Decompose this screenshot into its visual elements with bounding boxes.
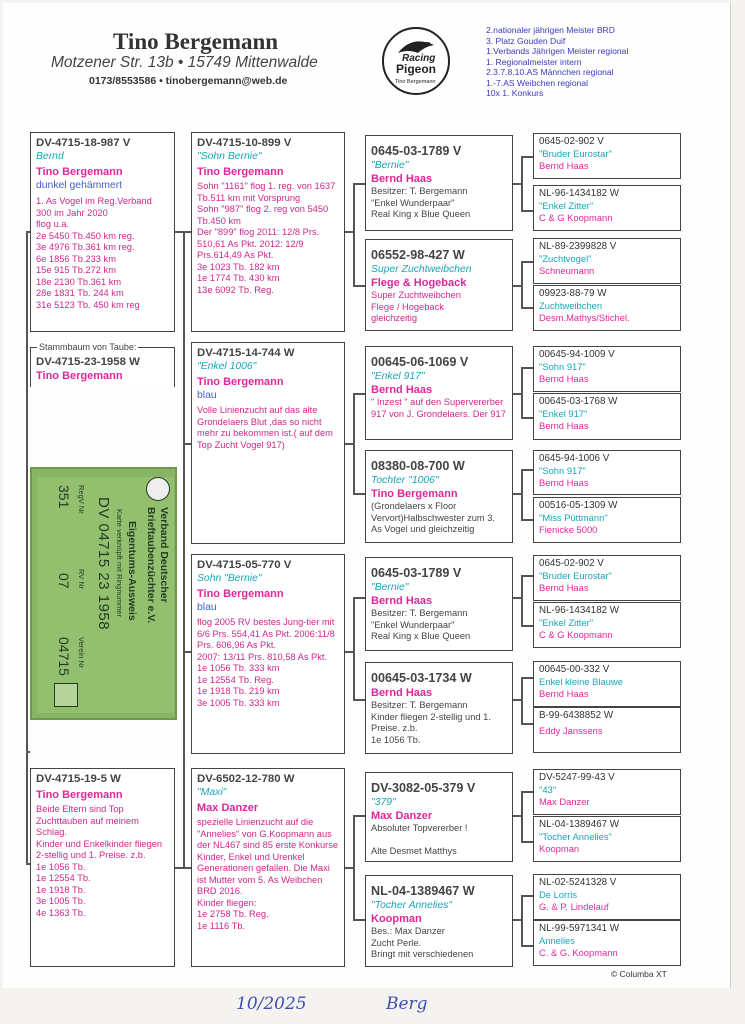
connector-line [513, 597, 521, 599]
card-rv-value: 07 [56, 573, 72, 589]
ring-number: NL-96-1434182 W [539, 188, 620, 199]
connector-line [353, 597, 365, 599]
subject-pigeon-card [30, 132, 175, 332]
mother-dam-card [365, 450, 513, 543]
card-title: Eigentums-Ausweis [126, 521, 138, 621]
connector-line [183, 231, 185, 867]
ring-number: 00645-00-332 V [539, 664, 610, 675]
owner-name: Bernd Haas [539, 582, 589, 593]
pigeon-name: "Bruder Eurostar" [539, 570, 612, 581]
connector-line [353, 815, 365, 817]
ring-number: DV-4715-14-744 W [197, 347, 295, 359]
mother-sire-dam-card [533, 393, 681, 440]
pigeon-name: Bernd [36, 151, 64, 162]
achievements-list [486, 25, 628, 99]
ring-number: DV-4715-10-899 V [197, 137, 292, 149]
ring-number: 0645-03-1789 V [371, 144, 462, 158]
father-card [191, 132, 345, 332]
logo-line-1: Racing [402, 53, 436, 64]
connector-line [521, 156, 523, 210]
logo-line-2: Pigeon [396, 62, 437, 76]
owner-name: Koopman [371, 913, 422, 925]
pigeon-name: "Enkel Zitter" [539, 200, 594, 211]
connector-line [513, 815, 521, 817]
connector-line [521, 677, 533, 679]
pigeon-description: Volle Linienzucht auf das alte Grondelaers Blut ,das so nicht mehr zu bekommen ist.( auf dem Top Zucht Vogel 917) [197, 405, 333, 450]
pigeon-name: Annelies [539, 935, 575, 946]
pigeon-name: "Sohn Bernie" [197, 151, 262, 162]
ring-number: 0645-03-1789 V [371, 566, 462, 580]
owner-name: Max Danzer [197, 802, 259, 814]
father-dam-dam-card [533, 285, 681, 331]
stammbaum-owner: Tino Bergemann [36, 370, 123, 382]
pigeon-name: "Bernie" [371, 160, 409, 171]
pigeon-description: flog 2005 RV bestes Jung-tier mit 6/6 Prs. 554,41 As Pkt. 2006:11/8 Prs. 606,96 As Pkt. 2007: 13/11 Prs. 810,58 As Pkt. 1e 1056 Tb. 333 km 1e 12554 Tb. Reg. 1e 1918 Tb. 219 km 3e 1005 Tb. 333 km [197, 617, 335, 708]
connector-line [521, 791, 533, 793]
connector-line [521, 307, 533, 309]
card-verein-value: 04715 [56, 637, 72, 676]
owner-name: Tino Bergemann [197, 166, 284, 178]
connector-line [521, 367, 533, 369]
mother-card [191, 342, 345, 544]
ring-number: NL-89-2399828 V [539, 241, 617, 252]
ring-number: NL-02-5241328 V [539, 877, 617, 888]
owner-name: Desm.Mathys/Stichel. [539, 312, 630, 323]
connector-line [513, 393, 521, 395]
pigeon-description: Besitzer: T. Bergemann Kinder fliegen 2-stellig und 1. Preise. z.b. 1e 1056 Tb. [371, 700, 491, 745]
owner-name: C & G Koopmann [539, 629, 613, 640]
pigeon-name: "Enkel Zitter" [539, 617, 594, 628]
connector-line [353, 183, 365, 185]
connector-line [521, 367, 523, 417]
connector-line [521, 261, 523, 307]
owner-name: Bernd Haas [539, 420, 589, 431]
ring-number: DV-4715-05-770 V [197, 559, 292, 571]
connector-line [521, 625, 533, 627]
dam-line-sire-card [365, 557, 513, 651]
connector-line [513, 699, 521, 701]
ring-number: 0645-02-902 V [539, 136, 604, 147]
connector-line [26, 231, 28, 863]
ring-number: 00516-05-1309 W [539, 500, 618, 511]
connector-line [521, 575, 523, 625]
ring-number: NL-04-1389467 W [371, 884, 475, 898]
card-regv-value: 351 [56, 485, 72, 509]
connector-line [521, 156, 533, 158]
father-dam-card [365, 239, 513, 331]
connector-line [353, 699, 365, 701]
dam-line-dam-card [365, 662, 513, 754]
maxi-dam-card [365, 875, 513, 967]
owner-name: Bernd Haas [539, 688, 589, 699]
pigeon-name: Super Zuchtweibchen [371, 264, 472, 275]
connector-line [521, 469, 533, 471]
owner-name: Tino Bergemann [36, 166, 123, 178]
pigeon-color: blau [197, 390, 217, 401]
card-verein-label: Verein Nr [77, 637, 86, 669]
vdb-seal-icon [146, 477, 170, 501]
connector-line [345, 443, 353, 445]
card-org-line-2: Brieftaubenzüchter e.V. [145, 507, 157, 624]
connector-line [521, 519, 533, 521]
maxi-sire-dam-card [533, 816, 681, 862]
mother-sire-sire-card [533, 346, 681, 392]
bottom-left-card [30, 768, 175, 967]
connector-line [521, 469, 523, 519]
connector-line [26, 751, 30, 753]
pigeon-name: "Miss Püttmann" [539, 512, 608, 523]
ring-number: NL-04-1389467 W [539, 819, 620, 830]
pigeon-name: "Bernie" [371, 582, 409, 593]
connector-line [521, 945, 533, 947]
dam-line-dam-sire-card [533, 661, 681, 707]
breeder-name: Tino Bergemann [113, 29, 279, 54]
achievement-item: 10x 1. Konkurs [486, 88, 544, 98]
connector-line [345, 651, 353, 653]
connector-line [353, 393, 365, 395]
connector-line [175, 867, 191, 869]
pigeon-name: "Sohn 917" [539, 361, 586, 372]
ownership-card-content [37, 477, 174, 713]
owner-name: Bernd Haas [539, 373, 589, 384]
owner-name: Bernd Haas [371, 384, 433, 396]
maxi-dam-dam-card [533, 920, 681, 966]
owner-name: Bernd Haas [539, 477, 589, 488]
breeder-contact: 0173/8553586 • tinobergemann@web.de [89, 75, 288, 87]
achievement-item: 1. Regionalmeister intern [486, 56, 582, 67]
owner-name: Schneumann [539, 265, 595, 276]
racing-pigeon-logo [382, 27, 450, 95]
owner-name: Tino Bergemann [371, 488, 458, 500]
owner-name: Fienicke 5000 [539, 524, 598, 535]
father-sire-sire-card [533, 133, 681, 179]
connector-line [353, 285, 365, 287]
pigeon-name: "379" [371, 797, 396, 808]
connector-line [353, 493, 365, 495]
achievement-item: 2.nationaler jährigen Meister BRD [486, 25, 615, 35]
signature: Berg [386, 994, 428, 1014]
connector-line [513, 493, 521, 495]
pigeon-description: Besitzer: T. Bergemann "Enkel Wunderpaar" Real King x Blue Queen [371, 608, 471, 641]
pigeon-description: spezielle Linienzucht auf die "Annelies" von G.Koopmann aus der NL467 sind 85 erste Konkurse Kinder, Enkel und Urenkel Generationen gefallen. Die Maxi ist Mutter vom 5. As Weibchen BRD 2016. Kinder fliegen: 1e 2758 Tb. Reg. 1e 1116 Tb. [197, 817, 339, 931]
card-ring-number: DV 04715 23 1958 [95, 497, 112, 631]
owner-name: Tino Bergemann [197, 376, 284, 388]
owner-name: Max Danzer [539, 796, 590, 807]
owner-name: Koopman [539, 843, 580, 854]
connector-line [521, 723, 533, 725]
pigeon-name: "Tocher Annelies" [371, 900, 453, 911]
pigeon-name: Sohn "Bernie" [197, 573, 262, 584]
pigeon-description: Beide Eltern sind Top Zuchttauben auf meinem Schlag. Kinder und Enkelkinder fliegen 2-stellig und 1. Preise. z.b. 1e 1056 Tb. 1e 12554 Tb. 1e 1918 Tb. 3e 1005 Tb. 4e 1363 Tb. [36, 804, 163, 918]
owner-name: C. & G. Koopmann [539, 947, 618, 958]
connector-line [183, 651, 191, 653]
father-sire-card [365, 135, 513, 231]
stammbaum-ring: DV-4715-23-1958 W [36, 356, 140, 368]
connector-line [353, 393, 355, 493]
owner-name: Max Danzer [371, 810, 433, 822]
connector-line [521, 895, 533, 897]
ring-number: 08380-08-700 W [371, 459, 465, 473]
pigeon-name: De Lorris [539, 889, 578, 900]
connector-line [513, 285, 521, 287]
pigeon-description: (Grondelaers x Floor Vervort)Halbschwester zum 3. As Vogel und gleichzeitig [371, 501, 496, 534]
owner-name: Flege & Hogeback [371, 277, 467, 289]
signature-date: 10/2025 [236, 994, 307, 1014]
ring-number: B-99-6438852 W [539, 710, 614, 721]
maxi-sire-card [365, 772, 513, 862]
mother-sire-card [365, 346, 513, 440]
father-sire-dam-card [533, 185, 681, 231]
ring-number: 00645-94-1009 V [539, 349, 615, 360]
connector-line [521, 895, 523, 945]
pigeon-name: Enkel kleine Blauwe [539, 676, 623, 687]
achievement-item: 3. Platz Gouden Duif [486, 35, 566, 46]
copyright: © Columba XT [611, 969, 667, 979]
pigeon-color: dunkel gehämmert [36, 180, 123, 191]
pigeon-name: "Maxi" [197, 787, 227, 798]
breeder-address: Motzener Str. 13b • 15749 Mittenwalde [51, 54, 318, 71]
connector-line [513, 919, 521, 921]
maxi-dam-sire-card [533, 874, 681, 920]
pigeon-name: "Enkel 917" [371, 371, 425, 382]
pigeon-name: "Enkel 1006" [197, 361, 257, 372]
pigeon-name: "43" [539, 784, 557, 795]
ring-number: DV-4715-18-987 V [36, 137, 131, 149]
owner-name: Tino Bergemann [36, 789, 123, 801]
pigeon-description: Bes.: Max Danzer Zucht Perle. Bringt mit verschiedenen [371, 926, 474, 959]
owner-name: Bernd Haas [371, 173, 433, 185]
pigeon-name: Tochter "1006" [371, 475, 439, 486]
ring-number: 0645-94-1006 V [539, 453, 610, 464]
father-dam-sire-card [533, 238, 681, 284]
ring-number: DV-6502-12-780 W [197, 773, 295, 785]
ring-number: 00645-03-1768 W [539, 396, 618, 407]
card-regv-label: RegV Nr [77, 485, 86, 514]
ring-number: 06552-98-427 W [371, 248, 465, 262]
card-subtitle: Karte verknüpft mit Ringnummer [115, 509, 124, 617]
dam-line-sire-dam-card [533, 602, 681, 648]
connector-line [521, 261, 533, 263]
connector-line [183, 443, 191, 445]
pigeon-description: Super Zuchtweibchen Flege / Hogeback gleichzeitig [371, 290, 461, 323]
connector-line [521, 417, 533, 419]
owner-name: C & G Koopmann [539, 212, 613, 223]
logo-line-3: Tino Bergemann [395, 79, 436, 85]
connector-line [521, 677, 523, 723]
ring-number: 00645-03-1734 W [371, 671, 472, 685]
ring-number: 0645-02-902 V [539, 558, 604, 569]
pigeon-name: "Sohn 917" [539, 465, 586, 476]
stammbaum-label: Stammbaum von Taube: [39, 342, 137, 352]
connector-line [521, 841, 533, 843]
ownership-card-inner [37, 477, 174, 713]
owner-name: Eddy Janssens [539, 725, 603, 736]
stammbaum-card [30, 347, 175, 387]
pigeon-description: 1. As Vogel im Reg.Verband 300 im Jahr 2020 flog u.a. 2e 5450 Tb.450 km reg. 3e 4976 Tb.361 km reg. 6e 1856 Tb.233 km 15e 915 Tb.272 km 18e 2130 Tb.361 km 28e 1831 Tb. 244 km 31e 5123 Tb. 450 km reg [36, 196, 152, 310]
pigeon-name: "Bruder Eurostar" [539, 148, 612, 159]
pedigree-sheet [3, 3, 731, 988]
connector-line [353, 919, 365, 921]
card-rv-label: RV Nr [77, 569, 86, 590]
card-hologram-icon [54, 683, 78, 707]
dam-line-sire-sire-card [533, 555, 681, 601]
pigeon-name: "Tocher Annelies" [539, 831, 612, 842]
pigeon-description: Besitzer: T. Bergemann "Enkel Wunderpaar" Real King x Blue Queen [371, 186, 471, 219]
ring-number: DV-3082-05-379 V [371, 781, 476, 795]
owner-name: Bernd Haas [371, 687, 433, 699]
pigeon-name: "Zuchtvogel" [539, 253, 592, 264]
maxi-sire-sire-card [533, 769, 681, 815]
connector-line [353, 597, 355, 699]
connector-line [513, 183, 521, 185]
ring-number: 09923-88-79 W [539, 288, 607, 299]
mother-dam-sire-card [533, 450, 681, 495]
owner-name: Bernd Haas [539, 160, 589, 171]
card-org-line-1: Verband Deutscher [158, 507, 170, 603]
achievement-item: 2.3.7.8.10.AS Männchen regional [486, 67, 614, 77]
ring-number: DV-5247-99-43 V [539, 772, 615, 783]
pigeon-description: Absoluter Topvererber ! Alte Desmet Matthys [371, 823, 468, 856]
connector-line [345, 231, 353, 233]
owner-name: Tino Bergemann [197, 588, 284, 600]
mother-dam-dam-card [533, 497, 681, 543]
dam-line-card [191, 554, 345, 754]
pigeon-name: "Enkel 917" [539, 408, 588, 419]
owner-name: Bernd Haas [371, 595, 433, 607]
connector-line [353, 183, 355, 285]
connector-line [521, 791, 523, 841]
dam-line-dam-dam-card [533, 707, 681, 753]
connector-line [175, 231, 191, 233]
ring-number: NL-99-5971341 W [539, 923, 620, 934]
achievement-item: 1.Verbands Jährigen Meister regional [486, 46, 629, 56]
owner-name: G. & P. Lindelauf [539, 901, 609, 912]
ownership-card [30, 467, 177, 720]
connector-line [353, 815, 355, 919]
pigeon-name: Zuchtweibchen [539, 300, 603, 311]
pigeon-description: Sohn "1161" flog 1. reg. von 1637 Tb.511 km mit Vorsprung Sohn "987" flog 2. reg von 5450 Tb.450 km Der "899" flog 2011: 12/8 Prs. 510,61 As Pkt. 2012: 12/9 Prs.614,49 As Pkt. 3e 1023 Tb. 182 km 1e 1774 Tb. 430 km 13e 6092 Tb. Reg. [197, 181, 336, 295]
pigeon-description: " Inzest " auf den Supervererber 917 von J. Grondelaers. Der 917 [371, 397, 506, 419]
connector-line [521, 575, 533, 577]
pigeon-color: blau [197, 602, 217, 613]
maxi-card [191, 768, 345, 967]
achievement-item: 1.-7.AS Weibchen regional [486, 77, 589, 88]
ring-number: DV-4715-19-5 W [36, 773, 121, 785]
connector-line [521, 210, 533, 212]
connector-line [345, 867, 353, 869]
ring-number: 00645-06-1069 V [371, 355, 469, 369]
ring-number: NL-96-1434182 W [539, 605, 620, 616]
